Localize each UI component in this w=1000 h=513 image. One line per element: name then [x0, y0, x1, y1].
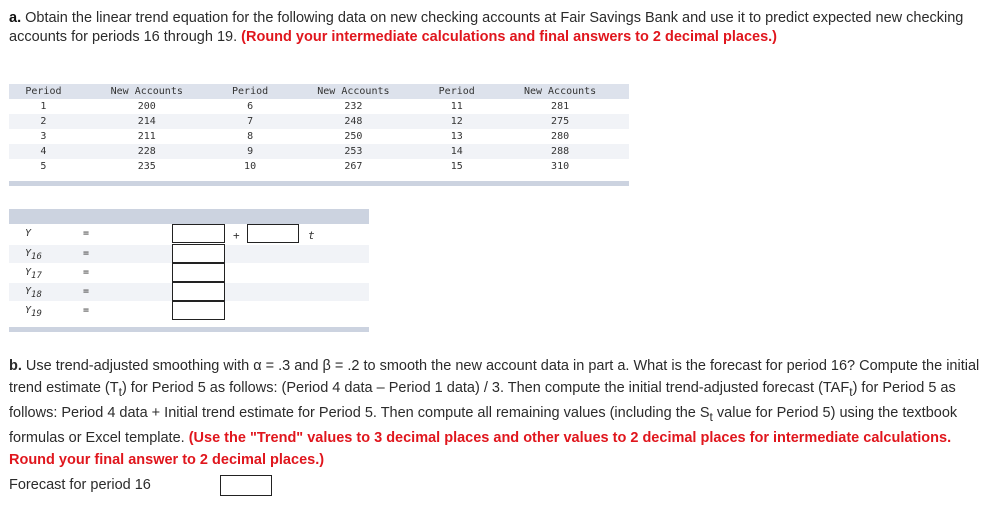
table-cell: 280	[491, 129, 629, 144]
table-row	[9, 144, 629, 159]
equals-sign: =	[83, 286, 90, 297]
new-accounts-table	[9, 84, 629, 174]
table-bottom-bar	[9, 181, 629, 186]
equals-sign: =	[83, 267, 90, 278]
y18-label: $Y_{18}$	[25, 286, 42, 300]
part-b-text-3: ) for Period 5 as follows: Period 4 data + Initial trend estimate for Period 5. Then compute all remaining values (including the S	[9, 379, 956, 421]
plus-sign: +	[233, 229, 240, 242]
column-header: Period	[9, 84, 78, 99]
table-cell: 228	[78, 144, 216, 159]
table-cell: 310	[491, 159, 629, 174]
subscript-t: t	[849, 384, 853, 399]
y17-input[interactable]	[172, 263, 225, 282]
table-cell: 267	[285, 159, 423, 174]
table-cell: 281	[491, 99, 629, 114]
intercept-input[interactable]	[172, 224, 225, 243]
answer-table-header-bar	[9, 209, 369, 224]
table-cell: 248	[285, 114, 423, 129]
table-cell: 4	[9, 144, 78, 159]
question-part-b	[9, 356, 984, 471]
column-header: New Accounts	[78, 84, 216, 99]
table-cell: 253	[285, 144, 423, 159]
table-cell: 3	[9, 129, 78, 144]
table-cell: 211	[78, 129, 216, 144]
column-header: Period	[422, 84, 491, 99]
part-b-text-1: Use trend-adjusted smoothing with α = .3 and β = .2 to smooth the new account data in part a. What is the forecast for period 16? Compute the initial trend estimate (T	[9, 358, 980, 396]
table-cell: 14	[422, 144, 491, 159]
t-variable: t	[308, 229, 315, 242]
part-b-instruction: (Use the "Trend" values to 3 decimal places and other values to 2 decimal places for intermediate calculations. Round your final answer to 2 decimal places.)	[9, 430, 952, 468]
table-cell: 288	[491, 144, 629, 159]
table-cell: 13	[422, 129, 491, 144]
table-cell: 250	[285, 129, 423, 144]
subscript-t: t	[118, 384, 122, 399]
y19-input[interactable]	[172, 301, 225, 320]
table-cell: 10	[216, 159, 285, 174]
table-cell: 7	[216, 114, 285, 129]
y18-input[interactable]	[172, 282, 225, 301]
table-row	[9, 114, 629, 129]
y17-label: $Y_{17}$	[25, 267, 42, 281]
table-cell: 15	[422, 159, 491, 174]
equals-sign: =	[83, 228, 90, 239]
table-cell: 9	[216, 144, 285, 159]
equals-sign: =	[83, 305, 90, 316]
table-cell: 235	[78, 159, 216, 174]
y-label: Y	[25, 228, 32, 239]
table-cell: 214	[78, 114, 216, 129]
forecast-16-label: Forecast for period 16	[9, 477, 151, 493]
y16-input[interactable]	[172, 244, 225, 263]
table-cell: 275	[491, 114, 629, 129]
table-cell: 11	[422, 99, 491, 114]
table-cell: 8	[216, 129, 285, 144]
question-part-a	[9, 9, 984, 46]
equals-sign: =	[83, 248, 90, 259]
table-cell: 2	[9, 114, 78, 129]
table-header-row	[9, 84, 629, 99]
part-a-instruction: (Round your intermediate calculations and final answers to 2 decimal places.)	[241, 28, 777, 45]
table-cell: 5	[9, 159, 78, 174]
column-header: Period	[216, 84, 285, 99]
answer-table-bottom-bar	[9, 327, 369, 332]
table-cell: 12	[422, 114, 491, 129]
part-b-label: b.	[9, 358, 22, 374]
table-row	[9, 129, 629, 144]
table-cell: 6	[216, 99, 285, 114]
part-a-label: a.	[9, 10, 22, 26]
table-row	[9, 159, 629, 174]
part-b-text-4: value for Period 5) using the textbook formulas or Excel template.	[9, 404, 958, 447]
part-a-text: Obtain the linear trend equation for the following data on new checking accounts at Fair Savings Bank and use it to predict expected new checking accounts for periods 16 through 19.	[9, 10, 964, 45]
table-cell: 200	[78, 99, 216, 114]
forecast-16-input[interactable]	[220, 475, 272, 496]
column-header: New Accounts	[491, 84, 629, 99]
table-cell: 232	[285, 99, 423, 114]
table-row	[9, 99, 629, 114]
table-cell: 1	[9, 99, 78, 114]
column-header: New Accounts	[285, 84, 423, 99]
part-b-text-2: ) for Period 5 as follows: (Period 4 data – Period 1 data) / 3. Then compute the initial trend-adjusted forecast (TAF	[121, 379, 850, 396]
subscript-t: t	[709, 409, 713, 424]
y19-label: $Y_{19}$	[25, 305, 42, 319]
y16-label: $Y_{16}$	[25, 248, 42, 262]
slope-input[interactable]	[247, 224, 299, 243]
